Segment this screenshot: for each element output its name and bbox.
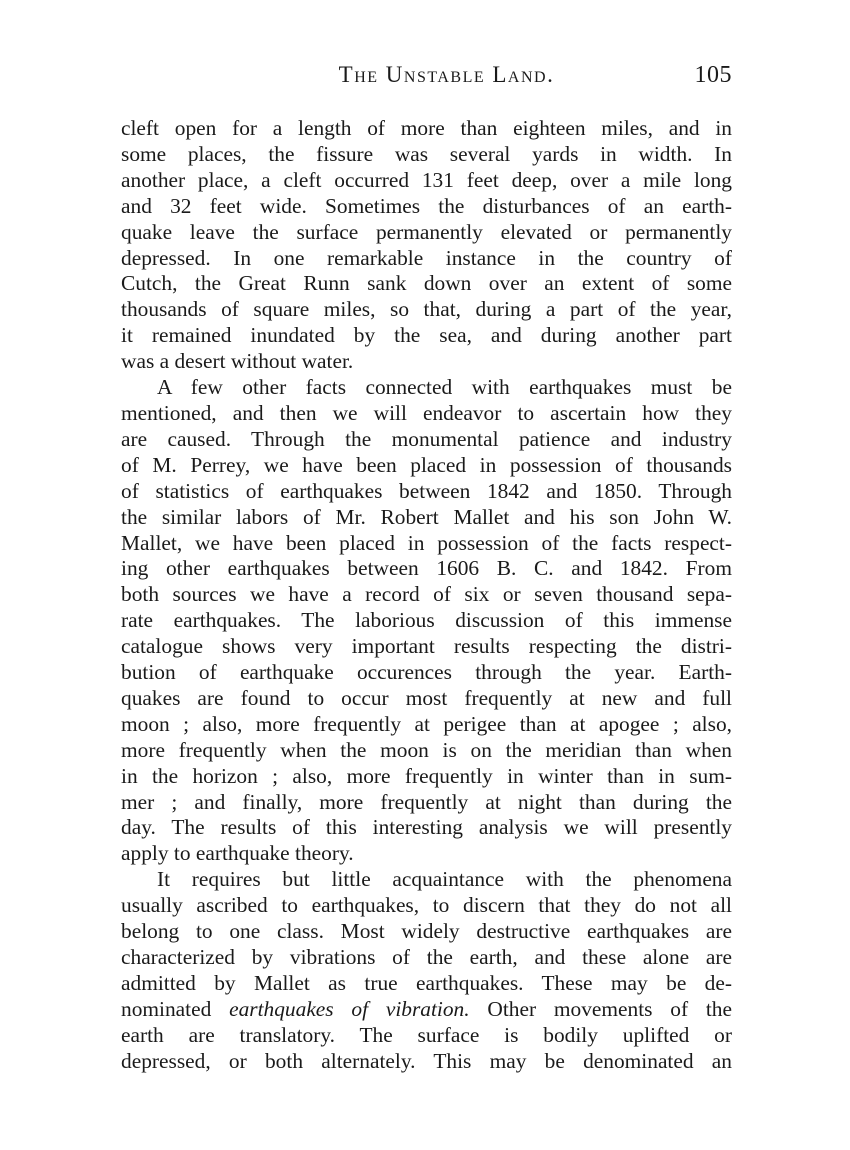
text-fragment: Other movements of the (469, 996, 732, 1021)
text-line: and 32 feet wide. Sometimes the disturbances of an earth- (121, 193, 732, 218)
text-line: of statistics of earthquakes between 1842 and 1850. Through (121, 478, 732, 503)
text-line: Cutch, the Great Runn sank down over an extent of some (121, 271, 732, 296)
text-line: It requires but little acquaintance with the phenomena (157, 867, 732, 892)
text-line: more frequently when the moon is on the meridian than when (121, 737, 732, 762)
paragraph-1 (121, 116, 732, 375)
text-line: rate earthquakes. The laborious discussion of this immense (121, 608, 732, 633)
text-line: moon ; also, more frequently at perigee than at apogee ; also, (121, 711, 732, 736)
text-line: mentioned, and then we will endeavor to ascertain how they (121, 400, 732, 425)
running-title: The Unstable Land. (338, 62, 555, 87)
text-line: ing other earthquakes between 1606 B. C. and 1842. From (121, 556, 732, 581)
text-line: the similar labors of Mr. Robert Mallet and his son John W. (121, 504, 732, 529)
text-line-with-italic (121, 997, 732, 1023)
text-line: belong to one class. Most widely destructive earthquakes are (121, 919, 732, 944)
text-line: thousands of square miles, so that, during a part of the year, (121, 297, 732, 322)
paragraph-3 (121, 867, 732, 1074)
text-line: it remained inundated by the sea, and during another part (121, 323, 732, 348)
text-line: was a desert without water. (121, 349, 354, 374)
italic-term: earthquakes of vibration. (229, 996, 470, 1021)
text-fragment: nominated (121, 996, 230, 1021)
text-line: both sources we have a record of six or seven thousand sepa- (121, 582, 732, 607)
text-line: apply to earthquake theory. (121, 841, 354, 866)
text-line: quake leave the surface permanently elevated or permanently (121, 219, 732, 244)
text-line: catalogue shows very important results respecting the distri- (121, 634, 732, 659)
text-line: mer ; and finally, more frequently at night than during the (121, 789, 732, 814)
text-line: depressed, or both alternately. This may be denominated an (121, 1048, 732, 1073)
text-line: of M. Perrey, we have been placed in possession of thousands (121, 452, 732, 477)
text-line: another place, a cleft occurred 131 feet deep, over a mile long (121, 167, 732, 192)
text-line: are caused. Through the monumental patience and industry (121, 426, 732, 451)
text-line: quakes are found to occur most frequently at new and full (121, 685, 732, 710)
body-text (121, 116, 732, 1075)
text-line: cleft open for a length of more than eighteen miles, and in (121, 116, 732, 140)
running-head (121, 62, 732, 98)
text-line: depressed. In one remarkable instance in the country of (121, 245, 732, 270)
text-line: earth are translatory. The surface is bodily uplifted or (121, 1022, 732, 1047)
paragraph-2 (121, 375, 732, 867)
text-line: characterized by vibrations of the earth, and these alone are (121, 945, 732, 969)
text-line: some places, the fissure was several yards in width. In (121, 141, 732, 166)
text-line: in the horizon ; also, more frequently in winter than in sum- (121, 763, 732, 788)
text-line: bution of earthquake occurences through the year. Earth- (121, 660, 732, 685)
text-line: usually ascribed to earthquakes, to discern that they do not all (121, 893, 732, 918)
text-line: admitted by Mallet as true earthquakes. These may be de- (121, 970, 732, 995)
page-number: 105 (694, 62, 732, 88)
text-line: day. The results of this interesting analysis we will presently (121, 815, 732, 840)
text-line: A few other facts connected with earthquakes must be (157, 375, 732, 400)
text-line: Mallet, we have been placed in possession of the facts respect- (121, 530, 732, 555)
